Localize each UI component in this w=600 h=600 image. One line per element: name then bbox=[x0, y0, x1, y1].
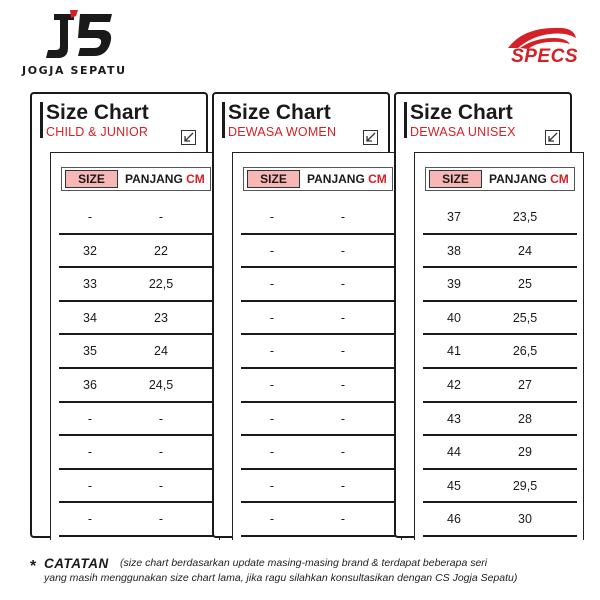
size-rows bbox=[423, 201, 577, 537]
footnote-line-1: (size chart berdasarkan update masing-masing brand & terdapat beberapa seri bbox=[120, 557, 488, 569]
size-value: 38 bbox=[447, 243, 461, 258]
card-header bbox=[214, 94, 388, 152]
size-value: 39 bbox=[447, 277, 461, 292]
table-row bbox=[423, 201, 577, 235]
table-row bbox=[423, 235, 577, 269]
unit-label: CM bbox=[186, 172, 205, 186]
header-accent-bar bbox=[40, 102, 43, 138]
length-value: - bbox=[340, 210, 346, 224]
card-header bbox=[396, 94, 570, 152]
size-value: - bbox=[269, 411, 275, 426]
length-value: - bbox=[158, 478, 164, 493]
length-value: 25,5 bbox=[512, 310, 538, 325]
size-chart-card-child bbox=[30, 92, 208, 538]
table-row bbox=[241, 302, 395, 336]
table-row bbox=[59, 268, 213, 302]
size-value: - bbox=[269, 310, 275, 325]
size-value: 41 bbox=[447, 344, 461, 359]
js-monogram-logo-icon bbox=[40, 10, 120, 62]
column-header bbox=[243, 167, 393, 191]
table-row bbox=[423, 503, 577, 537]
size-column-label: SIZE bbox=[65, 170, 118, 188]
length-value: 25 bbox=[518, 277, 532, 292]
table-row bbox=[423, 436, 577, 470]
table-row bbox=[241, 335, 395, 369]
length-value: - bbox=[158, 411, 164, 426]
size-column-label: SIZE bbox=[247, 170, 300, 188]
size-value: 33 bbox=[83, 277, 97, 292]
table-row bbox=[59, 470, 213, 504]
size-value: 43 bbox=[447, 411, 461, 426]
size-value: 34 bbox=[83, 310, 97, 325]
table-row bbox=[423, 369, 577, 403]
card-header bbox=[32, 94, 206, 152]
table-row bbox=[423, 470, 577, 504]
length-value: 23 bbox=[154, 310, 168, 325]
size-value: - bbox=[269, 210, 275, 224]
length-value: 23,5 bbox=[512, 210, 538, 224]
length-value: - bbox=[340, 478, 346, 493]
length-value: - bbox=[340, 512, 346, 527]
table-row bbox=[59, 335, 213, 369]
header-accent-bar bbox=[404, 102, 407, 138]
brand-name-right: SPECS bbox=[511, 46, 578, 67]
table-row bbox=[241, 369, 395, 403]
length-column-label bbox=[307, 172, 387, 186]
length-value: 24,5 bbox=[148, 377, 174, 392]
card-subtitle: DEWASA UNISEX bbox=[410, 125, 516, 139]
length-value: 29 bbox=[518, 445, 532, 460]
length-value: - bbox=[340, 377, 346, 392]
length-value: 28 bbox=[518, 411, 532, 426]
size-rows bbox=[241, 201, 395, 537]
table-row bbox=[59, 201, 213, 235]
size-value: - bbox=[269, 243, 275, 258]
size-value: 40 bbox=[447, 310, 461, 325]
size-value: - bbox=[269, 512, 275, 527]
table-row bbox=[59, 302, 213, 336]
unit-label: CM bbox=[368, 172, 387, 186]
card-subtitle: CHILD & JUNIOR bbox=[46, 125, 149, 139]
table-row bbox=[423, 403, 577, 437]
table-row bbox=[241, 268, 395, 302]
arrow-down-left-icon bbox=[181, 130, 196, 145]
size-value: - bbox=[269, 377, 275, 392]
length-value: - bbox=[340, 277, 346, 292]
size-value: - bbox=[269, 445, 275, 460]
column-header bbox=[425, 167, 575, 191]
footnote-title: CATATAN bbox=[44, 556, 109, 571]
table-row bbox=[241, 403, 395, 437]
length-value: 29,5 bbox=[512, 478, 538, 493]
card-table bbox=[232, 152, 402, 540]
size-value: - bbox=[269, 478, 275, 493]
table-row bbox=[423, 335, 577, 369]
length-value: 22,5 bbox=[148, 277, 174, 292]
header-accent-bar bbox=[222, 102, 225, 138]
size-value: - bbox=[87, 512, 93, 527]
length-label-text: PANJANG bbox=[125, 172, 183, 186]
table-row bbox=[423, 302, 577, 336]
length-value: - bbox=[340, 243, 346, 258]
size-value: - bbox=[87, 210, 93, 224]
size-value: 37 bbox=[447, 210, 461, 224]
length-value: - bbox=[158, 445, 164, 460]
length-value: 30 bbox=[518, 512, 532, 527]
size-value: 44 bbox=[447, 445, 461, 460]
table-row bbox=[241, 201, 395, 235]
length-label-text: PANJANG bbox=[307, 172, 365, 186]
length-value: 24 bbox=[154, 344, 168, 359]
length-value: 24 bbox=[518, 243, 532, 258]
length-value: - bbox=[158, 210, 164, 224]
length-label-text: PANJANG bbox=[489, 172, 547, 186]
card-table bbox=[50, 152, 220, 540]
size-value: 45 bbox=[447, 478, 461, 493]
card-subtitle: DEWASA WOMEN bbox=[228, 125, 337, 139]
length-column-label bbox=[489, 172, 569, 186]
size-value: - bbox=[87, 411, 93, 426]
footnote-asterisk: * bbox=[30, 558, 37, 575]
card-title: Size Chart bbox=[228, 101, 331, 124]
size-chart-card-women bbox=[212, 92, 390, 538]
size-column-label: SIZE bbox=[429, 170, 482, 188]
length-value: - bbox=[158, 512, 164, 527]
card-title: Size Chart bbox=[410, 101, 513, 124]
length-column-label bbox=[125, 172, 205, 186]
table-row bbox=[59, 369, 213, 403]
jogja-sepatu-logo bbox=[22, 10, 142, 80]
arrow-down-left-icon bbox=[363, 130, 378, 145]
length-value: - bbox=[340, 344, 346, 359]
footnote-line-2: yang masih menggunakan size chart lama, jika ragu silahkan konsultasikan dengan CS Jogja Sepatu) bbox=[44, 572, 518, 584]
size-chart-card-unisex bbox=[394, 92, 572, 538]
size-value: - bbox=[87, 478, 93, 493]
table-row bbox=[423, 268, 577, 302]
length-value: - bbox=[340, 445, 346, 460]
unit-label: CM bbox=[550, 172, 569, 186]
size-value: - bbox=[87, 445, 93, 460]
size-value: 32 bbox=[83, 243, 97, 258]
size-value: - bbox=[269, 277, 275, 292]
table-row bbox=[241, 503, 395, 537]
brand-name-left: JOGJA SEPATU bbox=[22, 64, 127, 77]
specs-logo bbox=[498, 24, 578, 68]
size-rows bbox=[59, 201, 213, 537]
table-row bbox=[59, 436, 213, 470]
size-value: 35 bbox=[83, 344, 97, 359]
length-value: 26,5 bbox=[512, 344, 538, 359]
table-row bbox=[241, 235, 395, 269]
size-value: 36 bbox=[83, 377, 97, 392]
length-value: - bbox=[340, 411, 346, 426]
card-title: Size Chart bbox=[46, 101, 149, 124]
table-row bbox=[59, 503, 213, 537]
card-table bbox=[414, 152, 584, 540]
table-row bbox=[59, 403, 213, 437]
table-row bbox=[241, 470, 395, 504]
table-row bbox=[59, 235, 213, 269]
column-header bbox=[61, 167, 211, 191]
length-value: - bbox=[340, 310, 346, 325]
size-value: - bbox=[269, 344, 275, 359]
size-value: 46 bbox=[447, 512, 461, 527]
size-value: 42 bbox=[447, 377, 461, 392]
length-value: 27 bbox=[518, 377, 532, 392]
arrow-down-left-icon bbox=[545, 130, 560, 145]
length-value: 22 bbox=[154, 243, 168, 258]
table-row bbox=[241, 436, 395, 470]
